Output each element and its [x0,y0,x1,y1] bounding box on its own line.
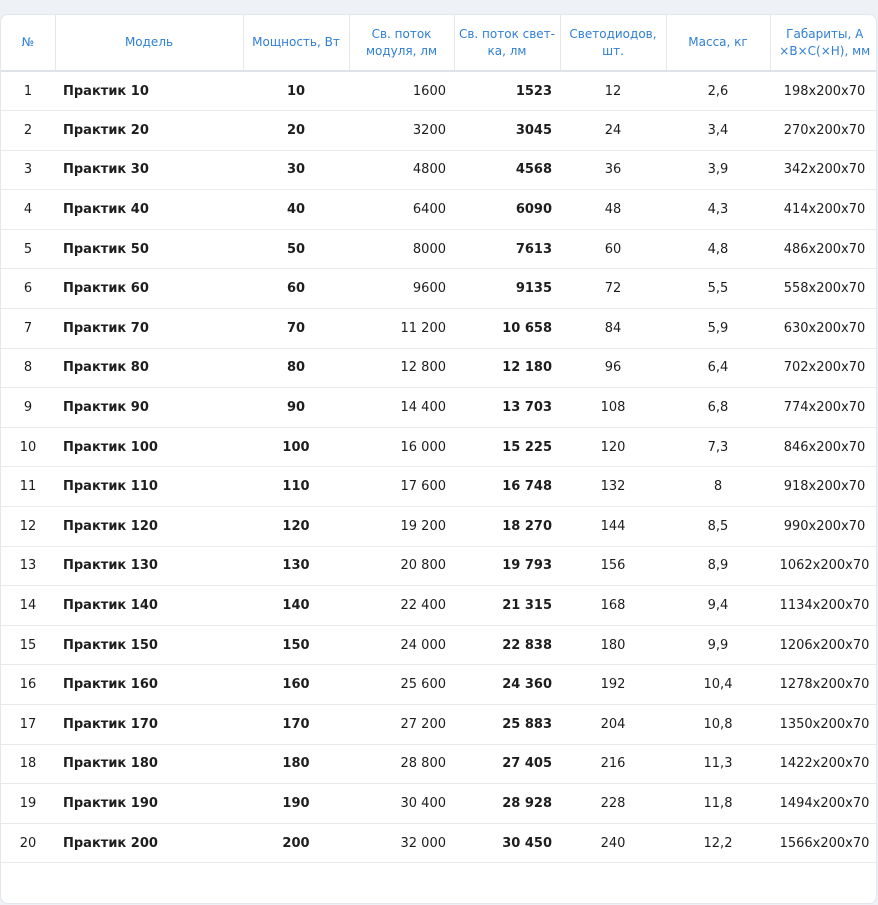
header-leds: Светодиодов, шт. [560,15,666,71]
cell-model: Практик 30 [55,150,243,190]
table-row [1,71,877,111]
cell-module-flux: 17 600 [349,467,454,507]
cell-dims: 846x200x70 [770,427,877,467]
cell-lamp-flux: 18 270 [454,507,560,547]
cell-model: Практик 40 [55,190,243,230]
cell-lamp-flux: 7613 [454,229,560,269]
cell-lamp-flux: 19 793 [454,546,560,586]
cell-no: 19 [1,784,55,824]
cell-leds: 12 [560,71,666,111]
table-row [1,507,877,547]
cell-power: 140 [243,586,349,626]
cell-leds: 204 [560,705,666,745]
cell-module-flux: 24 000 [349,625,454,665]
cell-mass: 2,6 [666,71,770,111]
cell-dims: 1134x200x70 [770,586,877,626]
cell-leds: 144 [560,507,666,547]
cell-power: 180 [243,744,349,784]
cell-dims: 558x200x70 [770,269,877,309]
cell-module-flux: 9600 [349,269,454,309]
cell-dims: 486x200x70 [770,229,877,269]
cell-lamp-flux: 12 180 [454,348,560,388]
cell-leds: 108 [560,388,666,428]
cell-no: 11 [1,467,55,507]
cell-lamp-flux: 25 883 [454,705,560,745]
cell-module-flux: 22 400 [349,586,454,626]
cell-lamp-flux: 1523 [454,71,560,111]
table-row [1,784,877,824]
cell-power: 40 [243,190,349,230]
cell-model: Практик 80 [55,348,243,388]
cell-model: Практик 50 [55,229,243,269]
cell-dims: 630x200x70 [770,309,877,349]
cell-model: Практик 160 [55,665,243,705]
cell-dims: 1206x200x70 [770,625,877,665]
cell-leds: 132 [560,467,666,507]
table-row [1,111,877,151]
cell-power: 200 [243,823,349,863]
cell-no: 14 [1,586,55,626]
table-row [1,467,877,507]
cell-no: 9 [1,388,55,428]
cell-module-flux: 16 000 [349,427,454,467]
cell-lamp-flux: 21 315 [454,586,560,626]
cell-mass: 5,5 [666,269,770,309]
cell-no: 2 [1,111,55,151]
cell-mass: 7,3 [666,427,770,467]
cell-lamp-flux: 22 838 [454,625,560,665]
cell-dims: 990x200x70 [770,507,877,547]
cell-mass: 9,9 [666,625,770,665]
cell-model: Практик 20 [55,111,243,151]
cell-power: 50 [243,229,349,269]
cell-no: 5 [1,229,55,269]
cell-module-flux: 8000 [349,229,454,269]
cell-leds: 192 [560,665,666,705]
cell-lamp-flux: 10 658 [454,309,560,349]
header-model: Модель [55,15,243,71]
cell-leds: 72 [560,269,666,309]
cell-module-flux: 6400 [349,190,454,230]
header-mass: Масса, кг [666,15,770,71]
table-row [1,190,877,230]
table-row [1,823,877,863]
cell-module-flux: 32 000 [349,823,454,863]
header-dims: Габариты, А ×В×С(×Н), мм [770,15,877,71]
cell-mass: 4,8 [666,229,770,269]
cell-model: Практик 170 [55,705,243,745]
header-row [1,15,877,71]
header-no: № [1,15,55,71]
cell-lamp-flux: 15 225 [454,427,560,467]
table-row [1,150,877,190]
cell-mass: 3,9 [666,150,770,190]
cell-module-flux: 1600 [349,71,454,111]
cell-module-flux: 28 800 [349,744,454,784]
cell-model: Практик 110 [55,467,243,507]
cell-lamp-flux: 3045 [454,111,560,151]
cell-no: 12 [1,507,55,547]
cell-lamp-flux: 28 928 [454,784,560,824]
cell-dims: 1494x200x70 [770,784,877,824]
cell-mass: 8,9 [666,546,770,586]
cell-lamp-flux: 30 450 [454,823,560,863]
cell-model: Практик 60 [55,269,243,309]
cell-leds: 168 [560,586,666,626]
cell-no: 6 [1,269,55,309]
cell-power: 90 [243,388,349,428]
cell-power: 160 [243,665,349,705]
cell-no: 20 [1,823,55,863]
cell-model: Практик 150 [55,625,243,665]
cell-no: 18 [1,744,55,784]
cell-no: 15 [1,625,55,665]
cell-module-flux: 14 400 [349,388,454,428]
cell-mass: 12,2 [666,823,770,863]
cell-module-flux: 20 800 [349,546,454,586]
cell-power: 10 [243,71,349,111]
cell-power: 20 [243,111,349,151]
cell-power: 70 [243,309,349,349]
table-row [1,705,877,745]
cell-module-flux: 25 600 [349,665,454,705]
cell-lamp-flux: 9135 [454,269,560,309]
cell-model: Практик 100 [55,427,243,467]
cell-mass: 11,3 [666,744,770,784]
cell-lamp-flux: 24 360 [454,665,560,705]
table-row [1,348,877,388]
cell-model: Практик 10 [55,71,243,111]
cell-module-flux: 30 400 [349,784,454,824]
cell-mass: 10,4 [666,665,770,705]
cell-no: 17 [1,705,55,745]
cell-dims: 1062x200x70 [770,546,877,586]
header-module-flux: Св. поток модуля, лм [349,15,454,71]
cell-mass: 6,4 [666,348,770,388]
cell-power: 110 [243,467,349,507]
cell-no: 16 [1,665,55,705]
cell-module-flux: 19 200 [349,507,454,547]
cell-dims: 918x200x70 [770,467,877,507]
cell-model: Практик 70 [55,309,243,349]
cell-power: 170 [243,705,349,745]
specs-table-card [0,14,877,904]
cell-mass: 4,3 [666,190,770,230]
cell-leds: 96 [560,348,666,388]
cell-mass: 8,5 [666,507,770,547]
cell-mass: 6,8 [666,388,770,428]
cell-module-flux: 27 200 [349,705,454,745]
cell-model: Практик 140 [55,586,243,626]
cell-leds: 240 [560,823,666,863]
cell-model: Практик 130 [55,546,243,586]
cell-dims: 1566x200x70 [770,823,877,863]
cell-no: 10 [1,427,55,467]
cell-mass: 8 [666,467,770,507]
cell-leds: 24 [560,111,666,151]
cell-no: 4 [1,190,55,230]
table-row [1,625,877,665]
cell-leds: 180 [560,625,666,665]
cell-power: 120 [243,507,349,547]
cell-lamp-flux: 13 703 [454,388,560,428]
cell-no: 8 [1,348,55,388]
cell-dims: 1422x200x70 [770,744,877,784]
table-row [1,744,877,784]
cell-mass: 9,4 [666,586,770,626]
cell-leds: 48 [560,190,666,230]
cell-leds: 84 [560,309,666,349]
cell-dims: 414x200x70 [770,190,877,230]
cell-dims: 198x200x70 [770,71,877,111]
table-body [1,71,877,863]
cell-leds: 216 [560,744,666,784]
cell-no: 13 [1,546,55,586]
table-row [1,269,877,309]
cell-no: 7 [1,309,55,349]
cell-model: Практик 200 [55,823,243,863]
table-header [1,15,877,71]
table-row [1,229,877,269]
table-row [1,309,877,349]
table-row [1,546,877,586]
cell-leds: 120 [560,427,666,467]
cell-mass: 5,9 [666,309,770,349]
cell-lamp-flux: 16 748 [454,467,560,507]
header-lamp-flux: Св. поток свет-ка, лм [454,15,560,71]
cell-leds: 36 [560,150,666,190]
cell-no: 3 [1,150,55,190]
table-row [1,586,877,626]
cell-power: 30 [243,150,349,190]
cell-dims: 270x200x70 [770,111,877,151]
cell-power: 130 [243,546,349,586]
cell-dims: 774x200x70 [770,388,877,428]
cell-leds: 228 [560,784,666,824]
cell-model: Практик 180 [55,744,243,784]
specs-table [1,15,877,863]
cell-dims: 1278x200x70 [770,665,877,705]
table-row [1,388,877,428]
cell-model: Практик 120 [55,507,243,547]
cell-lamp-flux: 6090 [454,190,560,230]
cell-module-flux: 12 800 [349,348,454,388]
cell-mass: 10,8 [666,705,770,745]
table-row [1,427,877,467]
cell-power: 80 [243,348,349,388]
cell-leds: 60 [560,229,666,269]
cell-model: Практик 190 [55,784,243,824]
cell-dims: 342x200x70 [770,150,877,190]
table-row [1,665,877,705]
cell-dims: 702x200x70 [770,348,877,388]
cell-module-flux: 3200 [349,111,454,151]
header-power: Мощность, Вт [243,15,349,71]
cell-lamp-flux: 4568 [454,150,560,190]
cell-module-flux: 4800 [349,150,454,190]
cell-power: 60 [243,269,349,309]
cell-mass: 3,4 [666,111,770,151]
cell-lamp-flux: 27 405 [454,744,560,784]
cell-module-flux: 11 200 [349,309,454,349]
cell-no: 1 [1,71,55,111]
cell-power: 150 [243,625,349,665]
cell-mass: 11,8 [666,784,770,824]
cell-dims: 1350x200x70 [770,705,877,745]
cell-power: 100 [243,427,349,467]
cell-model: Практик 90 [55,388,243,428]
cell-power: 190 [243,784,349,824]
cell-leds: 156 [560,546,666,586]
